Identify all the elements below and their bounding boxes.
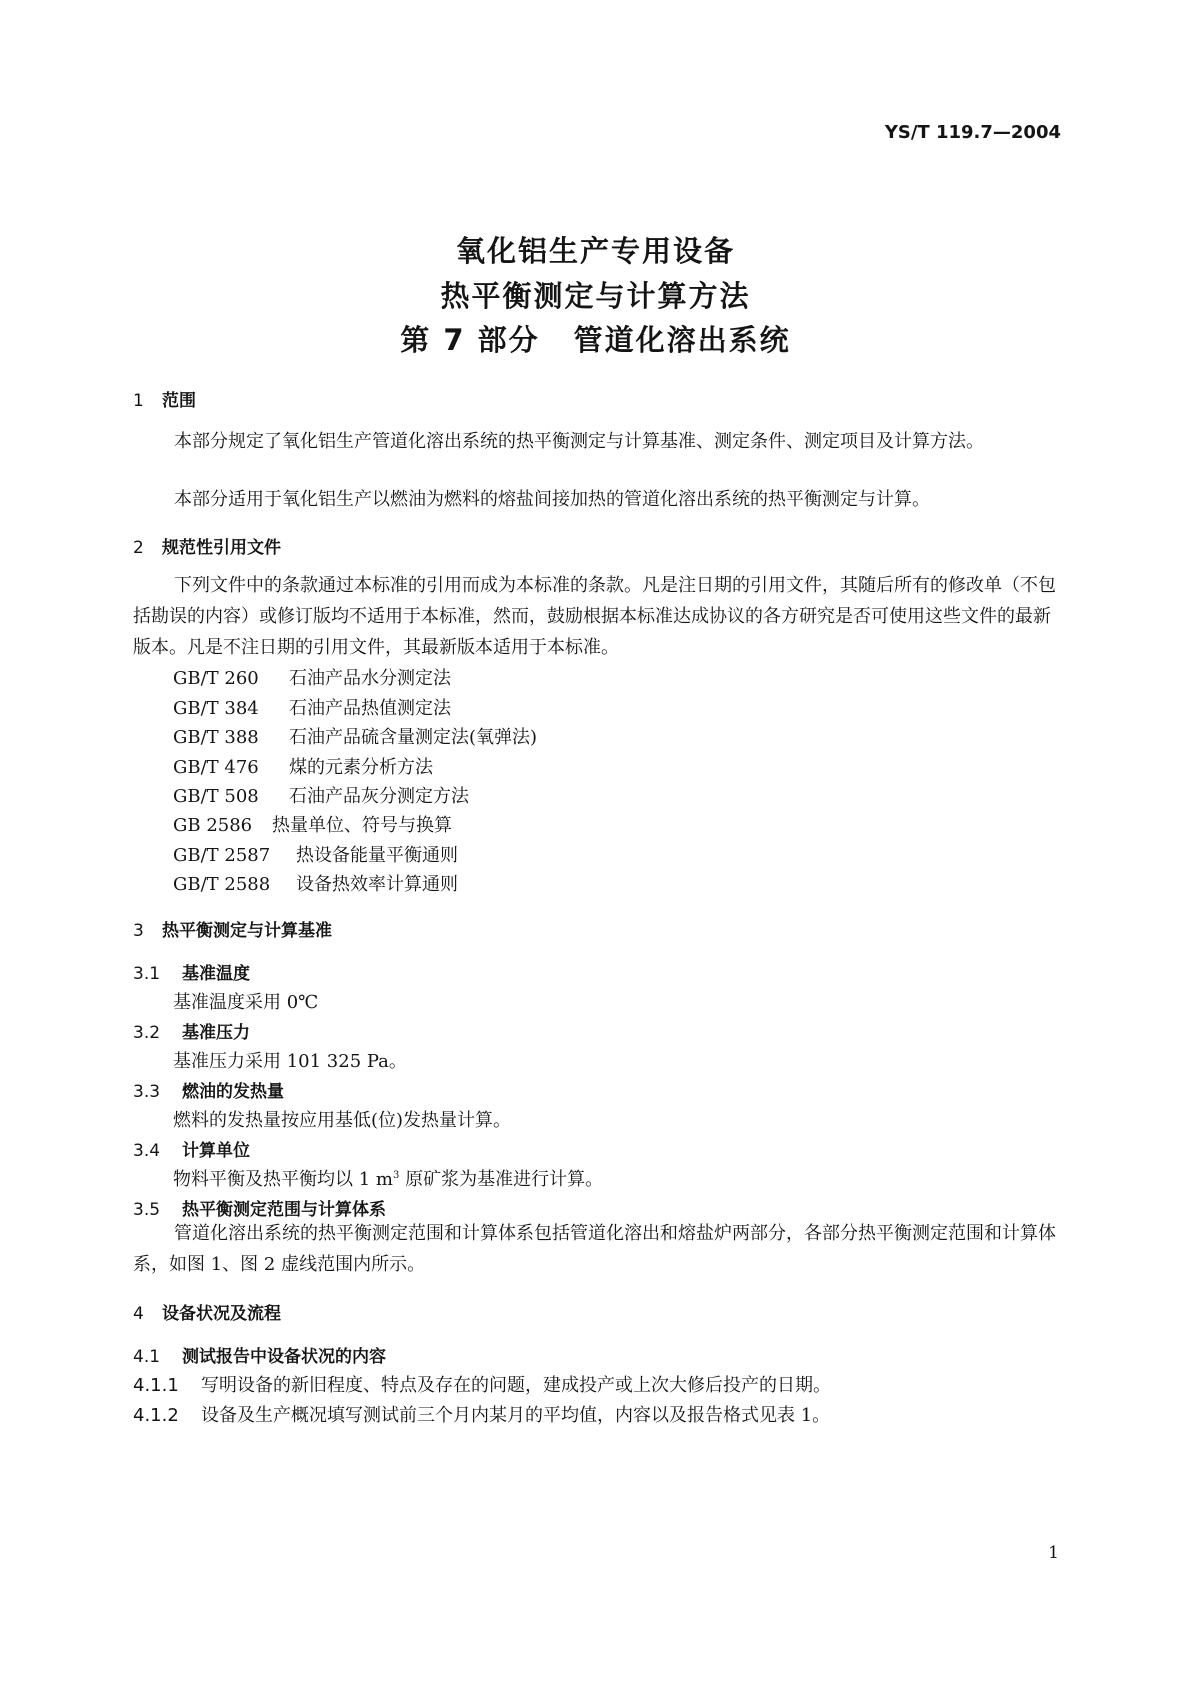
title-line-3 (0, 318, 1191, 359)
normative-ref: GB/T 2587 热设备能量平衡通则 (173, 845, 458, 866)
clause-3-5-heading: 3.5 热平衡测定范围与计算体系 (133, 1200, 386, 1220)
clause-4-1-2: 4.1.2 设备及生产概况填写测试前三个月内某月的平均值，内容以及报告格式见表 1。 (133, 1405, 831, 1426)
normative-ref: GB 2586 热量单位、符号与换算 (173, 815, 452, 836)
clause-4-1-1: 4.1.1 写明设备的新旧程度、特点及存在的问题，建成投产或上次大修后投产的日期。 (133, 1375, 831, 1396)
page-number: 1 (1048, 1543, 1059, 1563)
section-2-para-1: 下列文件中的条款通过本标准的引用而成为本标准的条款。凡是注日期的引用文件，其随后所有的修改单（不包括勘误的内容）或修订版均不适用于本标准，然而，鼓励根据本标准达成协议的各方研究是否可使用这些文件的最新版本。凡是不注日期的引用文件，其最新版本适用于本标准。 (133, 575, 1056, 658)
section-2-heading: 2 规范性引用文件 (133, 538, 281, 558)
title-line-2: 热平衡测定与计算方法 (440, 279, 751, 313)
section-3-heading: 3 热平衡测定与计算基准 (133, 921, 332, 941)
clause-3-1-text: 基准温度采用 0℃ (173, 992, 319, 1013)
clause-3-3-heading: 3.3 燃油的发热量 (133, 1082, 284, 1102)
title-part-label: 第 7 部分 (400, 323, 540, 357)
normative-ref: GB/T 388 石油产品硫含量测定法(氧弹法) (173, 727, 538, 748)
section-1-para-1: 本部分规定了氧化铝生产管道化溶出系统的热平衡测定与计算基准、测定条件、测定项目及计算方法。 (174, 431, 984, 452)
normative-ref: GB/T 476 煤的元素分析方法 (173, 757, 433, 778)
clause-3-2-heading: 3.2 基准压力 (133, 1023, 250, 1043)
clause-3-1-heading: 3.1 基准温度 (133, 964, 250, 984)
clause-4-1-heading: 4.1 测试报告中设备状况的内容 (133, 1347, 386, 1367)
title-line-1: 氧化铝生产专用设备 (455, 234, 735, 268)
section-4-heading: 4 设备状况及流程 (133, 1304, 281, 1324)
normative-ref: GB/T 260 石油产品水分测定法 (173, 668, 451, 689)
normative-ref: GB/T 384 石油产品热值测定法 (173, 698, 451, 719)
clause-3-2-text: 基准压力采用 101 325 Pa。 (173, 1051, 407, 1072)
clause-3-3-text: 燃料的发热量按应用基低(位)发热量计算。 (173, 1110, 512, 1131)
clause-3-4-text: 物料平衡及热平衡均以 1 $m^3$ 原矿浆为基准进行计算。 (173, 1169, 604, 1190)
clause-3-4-heading: 3.4 计算单位 (133, 1141, 250, 1161)
clause-3-5-text: 管道化溶出系统的热平衡测定范围和计算体系包括管道化溶出和熔盐炉两部分，各部分热平衡测定范围和计算体系，如图 1、图 2 虚线范围内所示。 (133, 1223, 1056, 1275)
normative-ref: GB/T 2588 设备热效率计算通则 (173, 874, 458, 895)
normative-ref: GB/T 508 石油产品灰分测定方法 (173, 786, 469, 807)
title-part-name: 管道化溶出系统 (573, 323, 791, 357)
section-1-para-2: 本部分适用于氧化铝生产以燃油为燃料的熔盐间接加热的管道化溶出系统的热平衡测定与计算。 (174, 489, 930, 510)
section-1-heading: 1 范围 (133, 391, 196, 411)
document-code: YS/T 119.7—2004 (884, 122, 1061, 143)
